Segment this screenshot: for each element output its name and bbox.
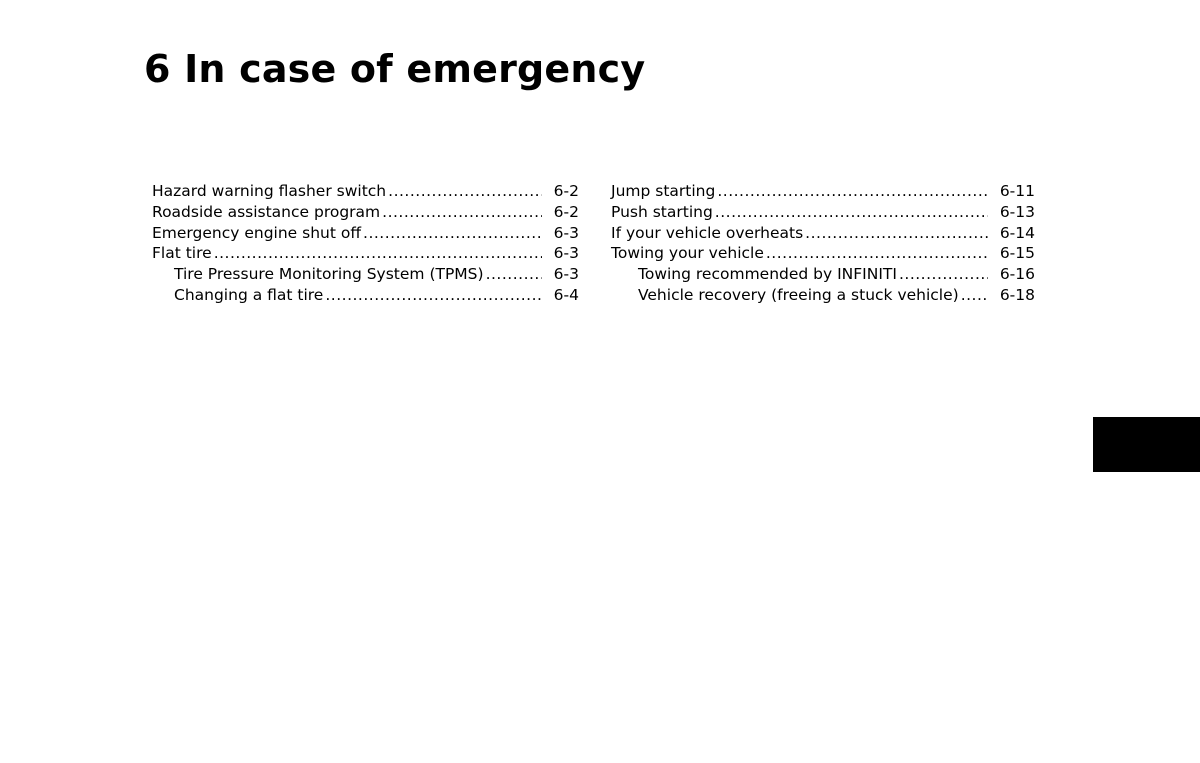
toc-entry-title: Vehicle recovery (freeing a stuck vehicle): [638, 285, 959, 304]
toc-entry-page: 6-13: [999, 202, 1035, 221]
toc-entry-page: 6-18: [999, 285, 1035, 304]
toc-entry-changing-a-flat-tire[interactable]: [152, 285, 579, 306]
toc-leader-dots: [899, 264, 988, 285]
toc-entry-title: Changing a flat tire: [174, 285, 324, 304]
toc-entry-page: 6-3: [553, 265, 579, 284]
toc-entry-towing-your-vehicle[interactable]: [611, 243, 1035, 264]
toc-entry-title: Emergency engine shut off: [152, 223, 362, 242]
toc-leader-dots: [805, 223, 988, 244]
toc-leader-dots: [363, 223, 542, 244]
toc-entry-push-starting[interactable]: [611, 202, 1035, 223]
toc-entry-vehicle-recovery[interactable]: [611, 285, 1035, 306]
toc-leader-dots: [325, 285, 541, 306]
toc-entry-if-your-vehicle-overheats[interactable]: [611, 223, 1035, 244]
chapter-thumb-tab: [1093, 417, 1200, 472]
toc-entry-tpms[interactable]: [152, 264, 579, 285]
toc-entry-page: 6-11: [999, 182, 1035, 200]
toc-entry-page: 6-16: [999, 265, 1035, 284]
toc-entry-page: 6-15: [999, 244, 1035, 263]
toc-left-column: [152, 181, 579, 306]
toc-entry-title: Push starting: [611, 202, 713, 221]
toc-leader-dots: [715, 202, 988, 223]
toc-leader-dots: [766, 243, 988, 264]
toc-entry-page: 6-4: [553, 285, 579, 304]
toc-entry-jump-starting[interactable]: [611, 181, 1035, 202]
toc-entry-page: 6-3: [553, 244, 579, 263]
toc-entry-page: 6-14: [999, 223, 1035, 242]
toc-entry-title: Towing recommended by INFINITI: [638, 265, 897, 284]
toc-entry-emergency-engine-shut-off[interactable]: [152, 223, 579, 244]
toc-entry-hazard-warning-flasher-switch[interactable]: [152, 181, 579, 202]
toc-entry-title: Tire Pressure Monitoring System (TPMS): [174, 265, 484, 284]
chapter-title: 6 In case of emergency: [144, 47, 646, 91]
toc-leader-dots: [486, 264, 542, 285]
toc-entry-page: 6-2: [553, 202, 579, 221]
toc-entry-title: If your vehicle overheats: [611, 223, 804, 242]
toc-leader-dots: [717, 181, 987, 202]
toc-right-column: [611, 181, 1035, 306]
toc-leader-dots: [214, 243, 542, 264]
toc-entry-roadside-assistance-program[interactable]: [152, 202, 579, 223]
toc-entry-title: Flat tire: [152, 244, 212, 263]
toc-entry-title: Roadside assistance program: [152, 202, 381, 221]
toc-entry-page: 6-3: [553, 223, 579, 242]
toc-entry-towing-recommended-by-infiniti[interactable]: [611, 264, 1035, 285]
toc-entry-flat-tire[interactable]: [152, 243, 579, 264]
toc-entry-page: 6-2: [553, 182, 579, 200]
toc-entry-title: Jump starting: [611, 182, 716, 200]
toc-leader-dots: [961, 285, 988, 306]
toc-leader-dots: [382, 202, 542, 223]
toc-entry-title: Towing your vehicle: [611, 244, 764, 263]
toc-leader-dots: [388, 181, 542, 202]
toc-entry-title: Hazard warning flasher switch: [152, 182, 387, 200]
